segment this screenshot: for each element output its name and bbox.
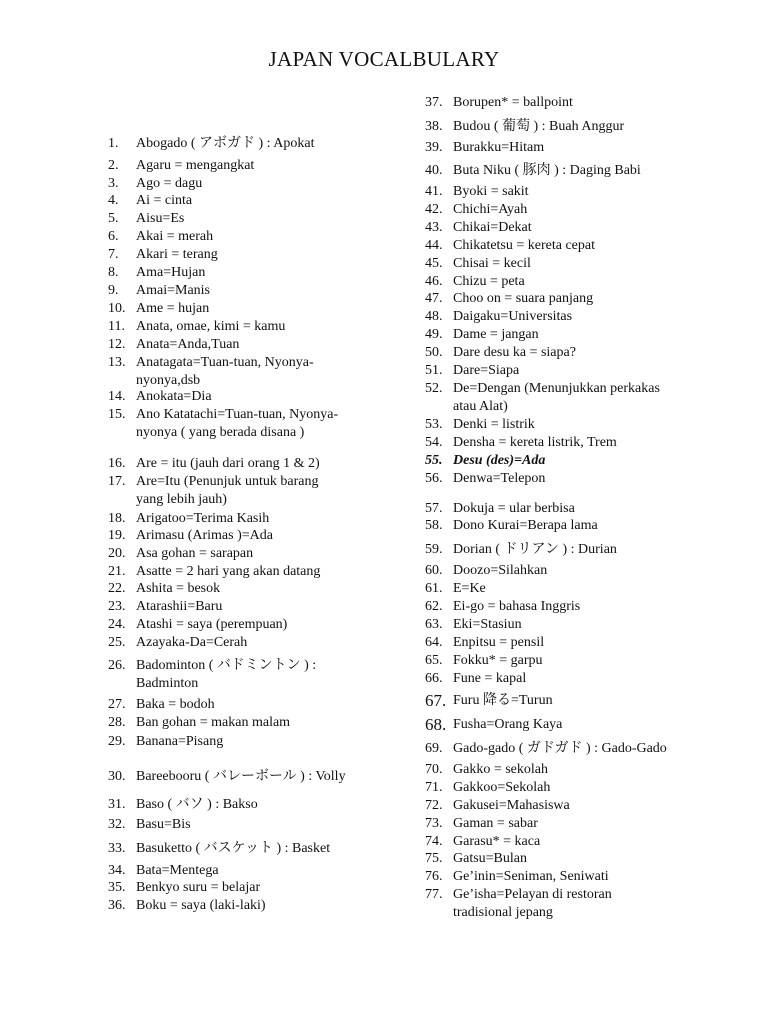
entry-number: 76. <box>425 869 443 884</box>
entry-text: Byoki = sakit <box>453 184 529 199</box>
vocab-entry <box>425 580 755 598</box>
entry-number: 45. <box>425 256 443 271</box>
entry-text: Choo on = suara panjang <box>453 291 594 306</box>
vocab-entry <box>425 308 755 326</box>
vocab-entry <box>108 228 408 246</box>
entry-text: Ge’isha=Pelayan di restoran tradisional jepang <box>453 887 612 920</box>
entry-number: 26. <box>108 658 126 673</box>
entry-number: 23. <box>108 599 126 614</box>
vocab-entry <box>108 696 408 714</box>
entry-text: Daigaku=Universitas <box>453 309 573 324</box>
entry-text: Garasu* = kaca <box>453 834 541 849</box>
entry-number: 31. <box>108 797 126 812</box>
entry-number: 46. <box>425 274 443 289</box>
vocab-entry <box>425 634 755 652</box>
entry-number: 70. <box>425 762 443 777</box>
entry-text: Dare=Siapa <box>453 363 520 378</box>
entry-number: 28. <box>108 715 126 730</box>
vocab-entry <box>108 634 408 652</box>
entry-number: 4. <box>108 193 119 208</box>
vocab-entry <box>425 326 755 344</box>
entry-text: Chichi=Ayah <box>453 202 528 217</box>
entry-text: Badominton ( バドミントン ) : Badminton <box>136 658 317 691</box>
entry-text: Budou ( 葡萄 ) : Buah Anggur <box>453 119 625 134</box>
entry-number: 8. <box>108 265 119 280</box>
vocab-entry <box>108 527 408 545</box>
vocab-entry <box>108 157 408 175</box>
vocab-entry <box>108 246 408 264</box>
entry-number: 64. <box>425 635 443 650</box>
entry-text: Baso ( バソ ) : Bakso <box>136 797 258 812</box>
entry-text: Ago = dagu <box>136 176 203 191</box>
entry-number: 75. <box>425 851 443 866</box>
entry-text: Denwa=Telepon <box>453 471 546 486</box>
entry-text: Densha = kereta listrik, Trem <box>453 435 617 450</box>
vocab-entry <box>108 175 408 193</box>
entry-text: Ame = hujan <box>136 301 210 316</box>
vocab-entry <box>108 135 408 153</box>
entry-number: 37. <box>425 95 443 110</box>
entry-number: 58. <box>425 518 443 533</box>
page-title: JAPAN VOCALBULARY <box>268 47 500 71</box>
vocab-entry <box>425 255 755 273</box>
vocab-entry <box>425 517 755 535</box>
entry-text: Dame = jangan <box>453 327 539 342</box>
entry-text: Dare desu ka = siapa? <box>453 345 576 360</box>
entry-number: 77. <box>425 887 443 902</box>
vocab-entry <box>425 219 755 237</box>
entry-number: 27. <box>108 697 126 712</box>
entry-text: Arigatoo=Terima Kasih <box>136 511 270 526</box>
vocab-entry <box>425 779 755 797</box>
entry-number: 18. <box>108 511 126 526</box>
entry-text: Ashita = besok <box>136 581 221 596</box>
vocab-entry <box>108 840 408 858</box>
entry-number: 69. <box>425 741 443 756</box>
entry-number: 59. <box>425 542 443 557</box>
entry-text: Gakusei=Mahasiswa <box>453 798 570 813</box>
entry-text: De=Dengan (Menunjukkan perkakas atau Alat) <box>453 381 660 414</box>
entry-number: 62. <box>425 599 443 614</box>
entry-number: 47. <box>425 291 443 306</box>
vocab-entry <box>425 797 755 815</box>
vocab-entry <box>425 541 755 559</box>
entry-number: 63. <box>425 617 443 632</box>
vocab-entry <box>108 545 408 563</box>
entry-text: Fune = kapal <box>453 671 527 686</box>
entry-number: 30. <box>108 769 126 784</box>
entry-text: Ama=Hujan <box>136 265 206 280</box>
entry-number: 40. <box>425 163 443 178</box>
entry-number: 44. <box>425 238 443 253</box>
entry-number: 35. <box>108 880 126 895</box>
entry-text: Akai = merah <box>136 229 214 244</box>
entry-text: Eki=Stasiun <box>453 617 522 632</box>
entry-number: 5. <box>108 211 119 226</box>
entry-number: 54. <box>425 435 443 450</box>
entry-text: Banana=Pisang <box>136 734 224 749</box>
vocab-entry <box>425 201 755 219</box>
entry-text: Asatte = 2 hari yang akan datang <box>136 564 321 579</box>
entry-number: 50. <box>425 345 443 360</box>
entry-text: Ai = cinta <box>136 193 193 208</box>
entry-text: Enpitsu = pensil <box>453 635 545 650</box>
entry-number: 43. <box>425 220 443 235</box>
entry-text: Anokata=Dia <box>136 389 212 404</box>
entry-number: 49. <box>425 327 443 342</box>
entry-number: 20. <box>108 546 126 561</box>
entry-number: 61. <box>425 581 443 596</box>
vocab-entry <box>108 336 408 354</box>
entry-text: Bareebooru ( バレーボール ) : Volly <box>136 769 346 784</box>
entry-text: Akari = terang <box>136 247 218 262</box>
entry-number: 6. <box>108 229 119 244</box>
vocab-entry <box>108 318 408 336</box>
vocab-entry <box>108 210 408 228</box>
vocab-entry <box>108 388 408 406</box>
vocab-entry <box>425 716 755 734</box>
entry-number: 74. <box>425 834 443 849</box>
entry-text: Are = itu (jauh dari orang 1 & 2) <box>136 456 320 471</box>
entry-number: 71. <box>425 780 443 795</box>
vocab-entry <box>425 290 755 308</box>
entry-text: Basuketto ( バスケット ) : Basket <box>136 841 331 856</box>
vocab-entry <box>108 455 408 473</box>
vocab-entry <box>425 616 755 634</box>
vocab-entry <box>108 657 408 693</box>
entry-number: 19. <box>108 528 126 543</box>
entry-number: 25. <box>108 635 126 650</box>
entry-number: 21. <box>108 564 126 579</box>
entry-text: Dono Kurai=Berapa lama <box>453 518 598 533</box>
vocab-entry <box>108 816 408 834</box>
entry-number: 15. <box>108 407 126 422</box>
vocab-entry <box>108 796 408 814</box>
vocab-entry <box>425 118 755 136</box>
entry-text: Ano Katatachi=Tuan-tuan, Nyonya- nyonya ( yang berada disana ) <box>136 407 339 440</box>
vocab-entry <box>425 598 755 616</box>
entry-number: 72. <box>425 798 443 813</box>
entry-number: 38. <box>425 119 443 134</box>
entry-text: Gaman = sabar <box>453 816 538 831</box>
vocab-entry <box>108 733 408 751</box>
entry-text: E=Ke <box>453 581 486 596</box>
vocab-entry <box>425 452 755 470</box>
vocab-entry <box>108 563 408 581</box>
entry-text: Bata=Mentega <box>136 863 219 878</box>
vocab-entry <box>108 897 408 915</box>
entry-number: 7. <box>108 247 119 262</box>
entry-text: Gado-gado ( ガドガド ) : Gado-Gado <box>453 741 667 756</box>
entry-number: 53. <box>425 417 443 432</box>
entry-text: Fokku* = garpu <box>453 653 543 668</box>
entry-number: 10. <box>108 301 126 316</box>
entry-text: Chikatetsu = kereta cepat <box>453 238 596 253</box>
entry-number: 36. <box>108 898 126 913</box>
vocab-entry <box>108 473 408 509</box>
entry-text: Anata=Anda,Tuan <box>136 337 240 352</box>
vocab-entry <box>425 237 755 255</box>
entry-number: 24. <box>108 617 126 632</box>
entry-text: Anata, omae, kimi = kamu <box>136 319 286 334</box>
entry-text: Anatagata=Tuan-tuan, Nyonya- nyonya,dsb <box>136 355 314 388</box>
vocab-entry <box>425 670 755 688</box>
entry-text: Gakkoo=Sekolah <box>453 780 551 795</box>
entry-number: 22. <box>108 581 126 596</box>
vocab-entry <box>108 354 408 390</box>
vocab-entry <box>108 714 408 732</box>
entry-text: Dokuja = ular berbisa <box>453 501 575 516</box>
entry-text: Chikai=Dekat <box>453 220 532 235</box>
entry-number: 52. <box>425 381 443 396</box>
entry-number: 67. <box>425 691 447 710</box>
vocab-entry <box>425 416 755 434</box>
entry-number: 33. <box>108 841 126 856</box>
entry-text: Fusha=Orang Kaya <box>453 717 563 732</box>
vocab-entry <box>108 768 408 786</box>
entry-number: 2. <box>108 158 119 173</box>
entry-text: Dorian ( ドリアン ) : Durian <box>453 542 617 557</box>
vocab-entry <box>108 616 408 634</box>
entry-number: 13. <box>108 355 126 370</box>
entry-number: 73. <box>425 816 443 831</box>
vocab-entry <box>108 300 408 318</box>
entry-number: 57. <box>425 501 443 516</box>
entry-number: 56. <box>425 471 443 486</box>
entry-number: 11. <box>108 319 125 334</box>
vocab-entry <box>108 580 408 598</box>
entry-number: 55. <box>425 453 443 468</box>
entry-text: Boku = saya (laki-laki) <box>136 898 266 913</box>
entry-text: Ei-go = bahasa Inggris <box>453 599 581 614</box>
vocab-entry <box>425 652 755 670</box>
vocab-entry <box>425 139 755 157</box>
vocab-entry <box>425 562 755 580</box>
vocab-entry <box>425 162 755 180</box>
entry-number: 1. <box>108 136 119 151</box>
entry-number: 51. <box>425 363 443 378</box>
entry-number: 32. <box>108 817 126 832</box>
entry-number: 12. <box>108 337 126 352</box>
entry-text: Azayaka-Da=Cerah <box>136 635 248 650</box>
vocab-entry <box>108 510 408 528</box>
entry-number: 39. <box>425 140 443 155</box>
entry-text: Aisu=Es <box>136 211 185 226</box>
vocab-entry <box>425 868 755 886</box>
entry-text: Ban gohan = makan malam <box>136 715 291 730</box>
vocab-entry <box>425 94 755 112</box>
entry-text: Chizu = peta <box>453 274 525 289</box>
entry-text: Borupen* = ballpoint <box>453 95 573 110</box>
entry-text: Desu (des)=Ada <box>453 453 546 468</box>
entry-number: 68. <box>425 715 447 734</box>
vocab-entry <box>108 406 408 442</box>
entry-text: Benkyo suru = belajar <box>136 880 261 895</box>
entry-number: 66. <box>425 671 443 686</box>
entry-text: Basu=Bis <box>136 817 191 832</box>
vocab-entry <box>108 598 408 616</box>
entry-text: Gatsu=Bulan <box>453 851 527 866</box>
entry-number: 14. <box>108 389 126 404</box>
entry-text: Gakko = sekolah <box>453 762 548 777</box>
entry-text: Chisai = kecil <box>453 256 531 271</box>
entry-text: Baka = bodoh <box>136 697 215 712</box>
entry-number: 48. <box>425 309 443 324</box>
entry-number: 29. <box>108 734 126 749</box>
entry-text: Doozo=Silahkan <box>453 563 548 578</box>
vocab-entry <box>425 833 755 851</box>
vocab-entry <box>108 879 408 897</box>
vocab-entry <box>108 192 408 210</box>
entry-number: 42. <box>425 202 443 217</box>
entry-number: 65. <box>425 653 443 668</box>
vocab-entry <box>425 815 755 833</box>
entry-text: Agaru = mengangkat <box>136 158 255 173</box>
vocab-entry <box>425 500 755 518</box>
vocab-entry <box>425 886 755 922</box>
vocab-entry <box>108 282 408 300</box>
entry-text: Denki = listrik <box>453 417 535 432</box>
entry-text: Ge’inin=Seniman, Seniwati <box>453 869 609 884</box>
entry-number: 17. <box>108 474 126 489</box>
vocab-entry <box>425 761 755 779</box>
entry-text: Are=Itu (Penunjuk untuk barang yang lebih jauh) <box>136 474 319 507</box>
entry-text: Buta Niku ( 豚肉 ) : Daging Babi <box>453 163 641 178</box>
entry-number: 3. <box>108 176 119 191</box>
vocab-entry <box>425 470 755 488</box>
entry-text: Atarashii=Baru <box>136 599 223 614</box>
entry-text: Arimasu (Arimas )=Ada <box>136 528 273 543</box>
entry-number: 34. <box>108 863 126 878</box>
vocab-entry <box>425 273 755 291</box>
entry-number: 60. <box>425 563 443 578</box>
entry-number: 16. <box>108 456 126 471</box>
vocab-entry <box>425 692 755 710</box>
entry-text: Asa gohan = sarapan <box>136 546 254 561</box>
entry-number: 41. <box>425 184 443 199</box>
vocab-entry <box>108 264 408 282</box>
entry-text: Amai=Manis <box>136 283 210 298</box>
entry-text: Atashi = saya (perempuan) <box>136 617 288 632</box>
vocab-entry <box>425 380 755 416</box>
vocab-entry <box>425 344 755 362</box>
entry-text: Burakku=Hitam <box>453 140 545 155</box>
vocab-entry <box>425 183 755 201</box>
entry-text: Abogado ( アボガド ) : Apokat <box>136 136 315 151</box>
vocab-entry <box>108 862 408 880</box>
entry-number: 9. <box>108 283 119 298</box>
vocab-entry <box>425 850 755 868</box>
vocab-entry <box>425 434 755 452</box>
vocab-entry <box>425 740 755 758</box>
vocab-entry <box>425 362 755 380</box>
entry-text: Furu 降る=Turun <box>453 693 553 708</box>
